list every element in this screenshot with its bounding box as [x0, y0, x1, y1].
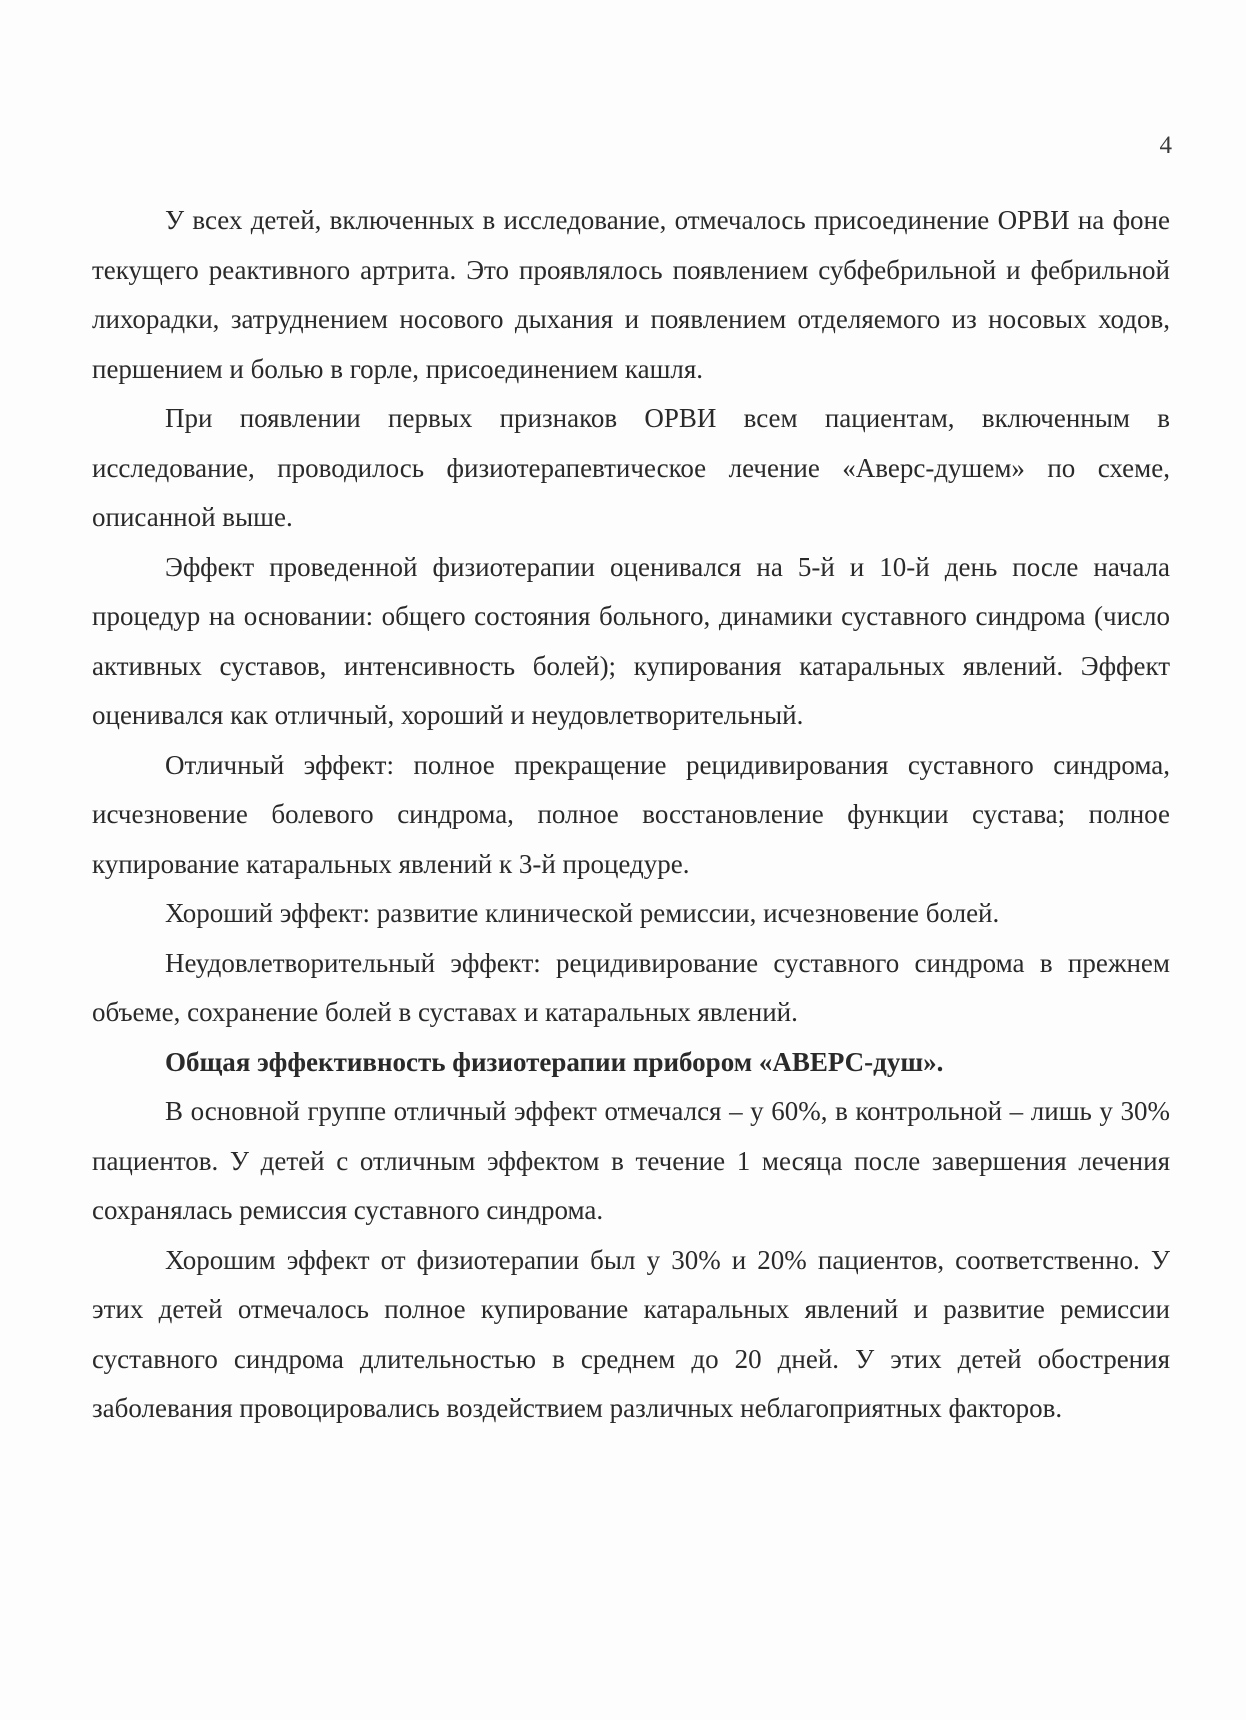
paragraph: При появлении первых признаков ОРВИ всем пациентам, включенным в исследование, проводилось физиотерапевтическое лечение «Аверс-душем» по схеме, описанной выше.	[92, 403, 1170, 532]
paragraph: В основной группе отличный эффект отмечался – у 60%, в контрольной – лишь у 30% пациентов. У детей с отличным эффектом в течение 1 месяца после завершения лечения сохранялась ремиссия суставного синдрома.	[92, 1096, 1170, 1225]
paragraph: Хороший эффект: развитие клинической ремиссии, исчезновение болей.	[165, 898, 1000, 928]
document-body	[92, 196, 1170, 1434]
paragraph: Эффект проведенной физиотерапии оценивался на 5-й и 10-й день после начала процедур на основании: общего состояния больного, динамики суставного синдрома (число активных суставов, интенсивность болей); купирования катаральных явлений. Эффект оценивался как отличный, хороший и неудовлетворительный.	[92, 551, 1170, 730]
page-number: 4	[1159, 132, 1172, 159]
section-heading: Общая эффективность физиотерапии прибором «АВЕРС-душ».	[165, 1046, 944, 1077]
paragraph: Хорошим эффект от физиотерапии был у 30% и 20% пациентов, соответственно. У этих детей отмечалось полное купирование катаральных явлений и развитие ремиссии суставного синдрома длительностью в среднем до 20 дней. У этих детей обострения заболевания провоцировались воздействием различных неблагоприятных факторов.	[92, 1244, 1170, 1423]
paragraph: Неудовлетворительный эффект: рецидивирование суставного синдрома в прежнем объеме, сохранение болей в суставах и катаральных явлений.	[92, 947, 1170, 1027]
paragraph: У всех детей, включенных в исследование, отмечалось присоединение ОРВИ на фоне текущего реактивного артрита. Это проявлялось появлением субфебрильной и фебрильной лихорадки, затруднением носового дыхания и появлением отделяемого из носовых ходов, першением и болью в горле, присоединением кашля.	[92, 205, 1170, 384]
paragraph: Отличный эффект: полное прекращение рецидивирования суставного синдрома, исчезновение болевого синдрома, полное восстановление функции сустава; полное купирование катаральных явлений к 3-й процедуре.	[92, 749, 1170, 879]
